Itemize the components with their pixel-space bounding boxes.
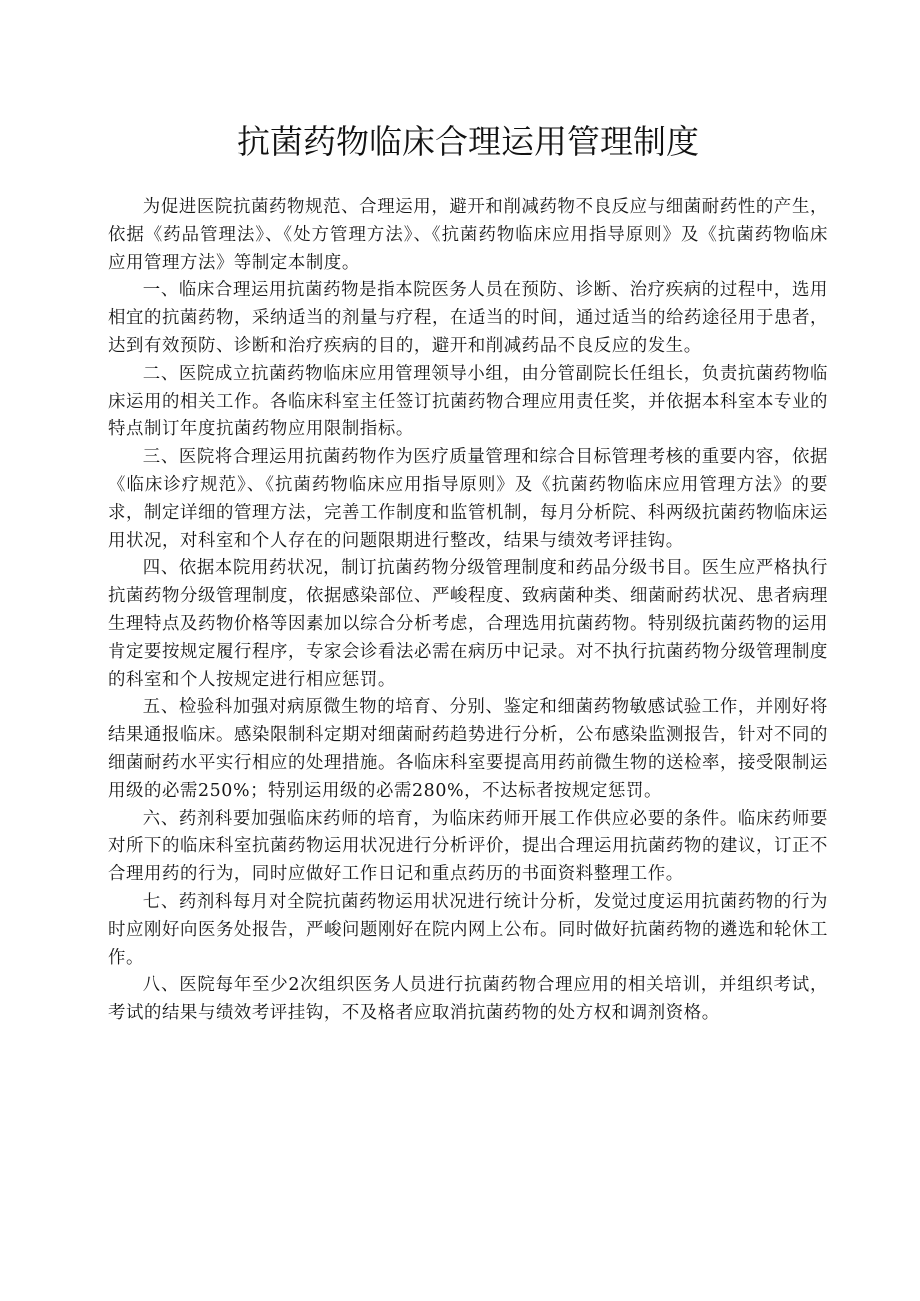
document-title: 抗菌药物临床合理运用管理制度 (237, 122, 699, 161)
article-7-paragraph: 七、药剂科每月对全院抗菌药物运用状况进行统计分析，发觉过度运用抗菌药物的行为时应刚好向医务处报告，严峻问题刚好在院内网上公布。同时做好抗菌药物的遴选和轮休工作。 (108, 891, 828, 968)
article-1-paragraph: 一、临床合理运用抗菌药物是指本院医务人员在预防、诊断、治疗疾病的过程中，选用相宜的抗菌药物，采纳适当的剂量与疗程，在适当的时间，通过适当的给药途径用于患者，达到有效预防、诊断和治疗疾病的目的，避开和削减药品不良反应的发生。 (108, 280, 828, 356)
document-page (108, 116, 828, 1028)
article-8-paragraph: 八、医院每年至少2次组织医务人员进行抗菌药物合理应用的相关培训，并组织考试，考试的结果与绩效考评挂钩，不及格者应取消抗菌药物的处方权和调剂资格。 (108, 975, 828, 1024)
article-4-paragraph: 四、依据本院用药状况，制订抗菌药物分级管理制度和药品分级书目。医生应严格执行抗菌药物分级管理制度，依据感染部位、严峻程度、致病菌种类、细菌耐药状况、患者病理生理特点及药物价格等因素加以综合分析考虑，合理选用抗菌药物。特别级抗菌药物的运用肯定要按规定履行程序，专家会诊看法必需在病历中记录。对不执行抗菌药物分级管理制度的科室和个人按规定进行相应惩罚。 (108, 558, 828, 690)
article-3-paragraph: 三、医院将合理运用抗菌药物作为医疗质量管理和综合目标管理考核的重要内容，依据《临床诊疗规范》、《抗菌药物临床应用指导原则》及《抗菌药物临床应用管理方法》的要求，制定详细的管理方法，完善工作制度和监管机制，每月分析院、科两级抗菌药物临床运用状况，对科室和个人存在的问题限期进行整改，结果与绩效考评挂钩。 (108, 447, 828, 551)
article-5-paragraph: 五、检验科加强对病原微生物的培育、分别、鉴定和细菌药物敏感试验工作，并刚好将结果通报临床。感染限制科定期对细菌耐药趋势进行分析，公布感染监测报告，针对不同的细菌耐药水平实行相应的处理措施。各临床科室要提高用药前微生物的送检率，接受限制运用级的必需250%；特别运用级的必需280%，不达标者按规定惩罚。 (108, 697, 828, 801)
intro-paragraph: 为促进医院抗菌药物规范、合理运用，避开和削减药物不良反应与细菌耐药性的产生，依据《药品管理法》、《处方管理方法》、《抗菌药物临床应用指导原则》及《抗菌药物临床应用管理方法》等制定本制度。 (108, 197, 828, 273)
article-2-paragraph: 二、医院成立抗菌药物临床应用管理领导小组，由分管副院长任组长，负责抗菌药物临床运用的相关工作。各临床科室主任签订抗菌药物合理应用责任奖，并依据本科室本专业的特点制订年度抗菌药物应用限制指标。 (108, 363, 828, 440)
article-6-paragraph: 六、药剂科要加强临床药师的培育，为临床药师开展工作供应必要的条件。临床药师要对所下的临床科室抗菌药物运用状况进行分析评价，提出合理运用抗菌药物的建议，订正不合理用药的行为，同时应做好工作日记和重点药历的书面资料整理工作。 (108, 808, 828, 885)
